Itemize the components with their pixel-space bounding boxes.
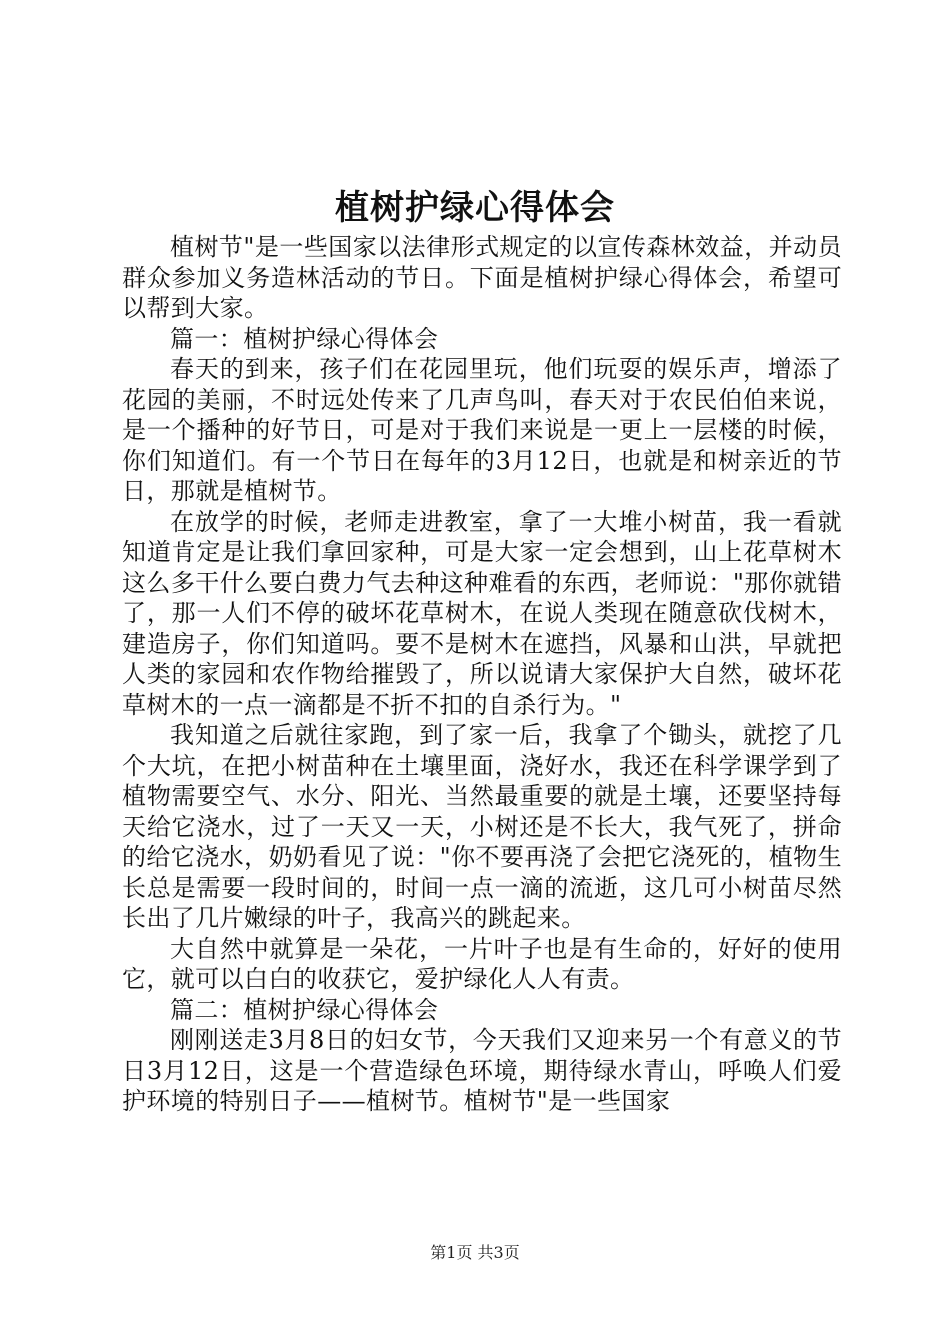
paragraph: 在放学的时候，老师走进教室，拿了一大堆小树苗，我一看就知道肯定是让我们拿回家种，可是大家一定会想到，山上花草树木这么多干什么要白费力气去种这种难看的东西，老师说："那你就错了，那一人们不停的破坏花草树木，在说人类现在随意砍伐树木，建造房子，你们知道吗。要不是树木在遮挡，风暴和山洪，早就把人类的家园和农作物给摧毁了，所以说请大家保护大自然，破坏花草树木的一点一滴都是不折不扣的自杀行为。" xyxy=(122,507,842,719)
paragraph: 大自然中就算是一朵花，一片叶子也是有生命的，好好的使用它，就可以白白的收获它，爱护绿化人人有责。 xyxy=(122,934,842,993)
paragraph: 刚刚送走3月8日的妇女节，今天我们又迎来另一个有意义的节日3月12日，这是一个营造绿色环境，期待绿水青山，呼唤人们爱护环境的特别日子——植树节。植树节"是一些国家 xyxy=(122,1026,842,1115)
section-heading-2: 篇二：植树护绿心得体会 xyxy=(170,995,439,1024)
page-footer: 第1页 共3页 xyxy=(430,1243,520,1262)
paragraph: 我知道之后就往家跑，到了家一后，我拿了个锄头，就挖了几个大坑，在把小树苗种在土壤里面，浇好水，我还在科学课学到了植物需要空气、水分、阳光、当然最重要的就是土壤，还要坚持每天给它浇水，过了一天又一天，小树还是不长大，我气死了，拼命的给它浇水，奶奶看见了说："你不要再浇了会把它浇死的，植物生长总是需要一段时间的，时间一点一滴的流逝，这几可小树苗尽然长出了几片嫩绿的叶子，我高兴的跳起来。 xyxy=(122,721,842,932)
document-body xyxy=(122,232,842,1117)
paragraph: 春天的到来，孩子们在花园里玩，他们玩耍的娱乐声，增添了花园的美丽，不时远处传来了几声鸟叫，春天对于农民伯伯来说，是一个播种的好节日，可是对于我们来说是一更上一层楼的时候，你们知道们。有一个节日在每年的3月12日，也就是和树亲近的节日，那就是植树节。 xyxy=(122,355,842,505)
paragraph-intro: 植树节"是一些国家以法律形式规定的以宣传森林效益，并动员群众参加义务造林活动的节日。下面是植树护绿心得体会，希望可以帮到大家。 xyxy=(122,233,842,322)
section-heading-1: 篇一：植树护绿心得体会 xyxy=(170,324,439,353)
document-title: 植树护绿心得体会 xyxy=(335,188,615,228)
